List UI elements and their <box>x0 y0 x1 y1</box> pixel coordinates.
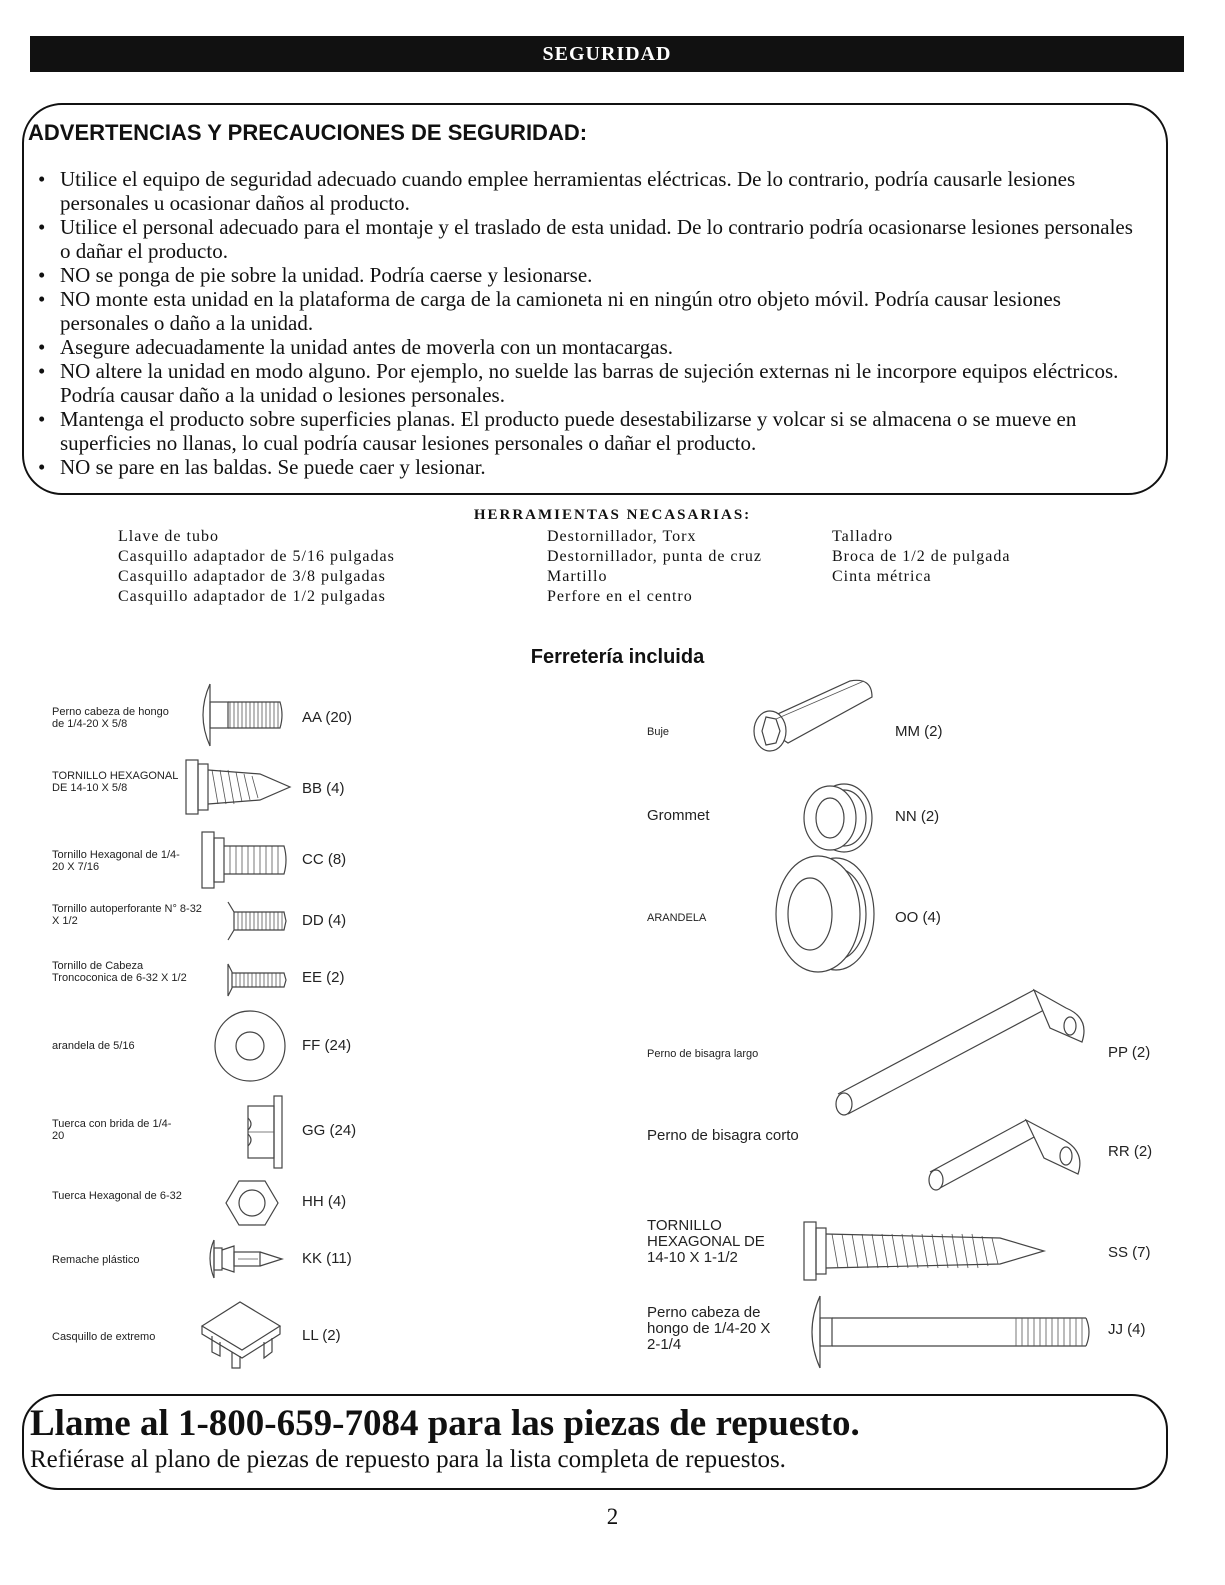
part-code: EE (2) <box>302 969 345 986</box>
countersunk-screw-icon <box>224 962 290 998</box>
part-code: MM (2) <box>895 723 943 740</box>
section-header: SEGURIDAD <box>30 36 1184 72</box>
part-code: BB (4) <box>302 780 345 797</box>
tool-item: Casquillo adaptador de 5/16 pulgadas <box>118 548 395 565</box>
part-label: Tuerca Hexagonal de 6-32 <box>52 1190 182 1202</box>
part-label: TORNILLO HEXAGONAL DE 14-10 X 1-1/2 <box>647 1217 765 1266</box>
part-code: KK (11) <box>302 1250 352 1267</box>
short-hinge-pin-icon <box>920 1110 1090 1196</box>
part-code: RR (2) <box>1108 1143 1153 1160</box>
self-drilling-screw-icon <box>222 900 290 942</box>
page-number: 2 <box>606 1504 619 1529</box>
warnings-title: ADVERTENCIAS Y PRECAUCIONES DE SEGURIDAD: <box>28 120 588 145</box>
tool-item: Talladro <box>832 528 894 545</box>
hardware-title: Ferretería incluida <box>530 646 705 668</box>
part-code: JJ (4) <box>1108 1321 1146 1338</box>
part-label: TORNILLO HEXAGONAL DE 14-10 X 5/8 <box>52 770 178 794</box>
long-hinge-pin-icon <box>830 978 1100 1128</box>
parts-call-title: Llame al 1-800-659-7084 para las piezas de repuesto. <box>30 1403 860 1444</box>
tool-item: Martillo <box>547 568 608 585</box>
end-cap-icon <box>198 1298 284 1370</box>
tool-item: Broca de 1/2 de pulgada <box>832 548 1011 565</box>
warnings-list <box>36 167 1146 479</box>
large-washer-icon <box>770 852 880 976</box>
part-code: CC (8) <box>302 851 347 868</box>
part-code: FF (24) <box>302 1037 352 1054</box>
part-label: ARANDELA <box>647 912 707 924</box>
part-code: GG (24) <box>302 1122 357 1139</box>
tool-item: Llave de tubo <box>118 528 219 545</box>
part-code: SS (7) <box>1108 1244 1151 1261</box>
tool-item: Cinta métrica <box>832 568 932 585</box>
tool-item: Perfore en el centro <box>547 588 693 605</box>
part-label: Perno de bisagra corto <box>647 1127 799 1144</box>
part-label: Perno cabeza de hongo de 1/4-20 X 2-1/4 <box>647 1304 771 1353</box>
warning-item: • Mantenga el producto sobre superficies planas. El producto puede desestabilizarse y volcar si se almacena o se mueve en superficies no llanas, lo cual podría causar lesiones personales o dañar el producto. <box>36 407 1146 455</box>
tools-title: HERRAMIENTAS NECASARIAS: <box>473 507 752 523</box>
part-code: DD (4) <box>302 912 347 929</box>
flange-nut-icon <box>240 1094 290 1170</box>
tools-column-3 <box>832 527 1011 587</box>
part-code: NN (2) <box>895 808 940 825</box>
part-label: Grommet <box>647 807 710 824</box>
bushing-icon <box>752 675 878 755</box>
part-label: Tornillo Hexagonal de 1/4-20 X 7/16 <box>52 849 180 873</box>
tool-item: Destornillador, punta de cruz <box>547 548 762 565</box>
warning-item: • NO monte esta unidad en la plataforma de carga de la camioneta ni en ningún otro objeto móvil. Podría causar lesiones personales o daño a la unidad. <box>36 287 1146 335</box>
warning-item: • NO altere la unidad en modo alguno. Por ejemplo, no suelde las barras de sujeción externas ni le incorpore equipos eléctricos. Podría causar daño a la unidad o lesiones personales. <box>36 359 1146 407</box>
part-label: Remache plástico <box>52 1254 140 1266</box>
part-label: Buje <box>647 726 670 738</box>
part-code: AA (20) <box>302 709 353 726</box>
grommet-icon <box>800 780 880 856</box>
part-label: Casquillo de extremo <box>52 1331 156 1343</box>
tools-column-2 <box>547 527 762 607</box>
warning-item: • Asegure adecuadamente la unidad antes de moverla con un montacargas. <box>36 335 1146 359</box>
tool-item: Casquillo adaptador de 1/2 pulgadas <box>118 588 386 605</box>
part-label: Perno cabeza de hongo de 1/4-20 X 5/8 <box>52 706 169 730</box>
warning-item: • NO se ponga de pie sobre la unidad. Podría caerse y lesionarse. <box>36 263 1146 287</box>
tool-item: Casquillo adaptador de 3/8 pulgadas <box>118 568 386 585</box>
mushroom-bolt-icon <box>190 680 290 750</box>
part-label: Perno de bisagra largo <box>647 1048 759 1060</box>
part-code: HH (4) <box>302 1193 347 1210</box>
washer-icon <box>212 1008 288 1084</box>
part-label: Tuerca con brida de 1/4-20 <box>52 1118 172 1142</box>
part-label: Tornillo de Cabeza Troncoconica de 6-32 X 1/2 <box>52 960 187 984</box>
parts-call-subtitle: Refiérase al plano de piezas de repuesto para la lista completa de repuestos. <box>30 1446 786 1473</box>
warning-item: • NO se pare en las baldas. Se puede caer y lesionar. <box>36 455 1146 479</box>
part-label: arandela de 5/16 <box>52 1040 135 1052</box>
part-code: LL (2) <box>302 1327 341 1344</box>
part-code: PP (2) <box>1108 1044 1151 1061</box>
warning-item: • Utilice el personal adecuado para el montaje y el traslado de esta unidad. De lo contrario podría ocasionarse lesiones personales o dañar el producto. <box>36 215 1146 263</box>
hex-bolt-icon <box>198 830 290 890</box>
hex-screw-icon <box>182 758 292 818</box>
part-code: OO (4) <box>895 909 941 926</box>
tool-item: Destornillador, Torx <box>547 528 697 545</box>
warning-item: • Utilice el equipo de seguridad adecuado cuando emplee herramientas eléctricas. De lo contrario, podría causarle lesiones personales u ocasionar daños al producto. <box>36 167 1146 215</box>
plastic-rivet-icon <box>204 1236 290 1282</box>
long-mushroom-bolt-icon <box>800 1292 1096 1372</box>
tools-column-1 <box>118 527 395 607</box>
hex-nut-icon <box>224 1178 280 1228</box>
long-hex-screw-icon <box>800 1220 1048 1282</box>
part-label: Tornillo autoperforante N° 8-32 X 1/2 <box>52 903 202 927</box>
